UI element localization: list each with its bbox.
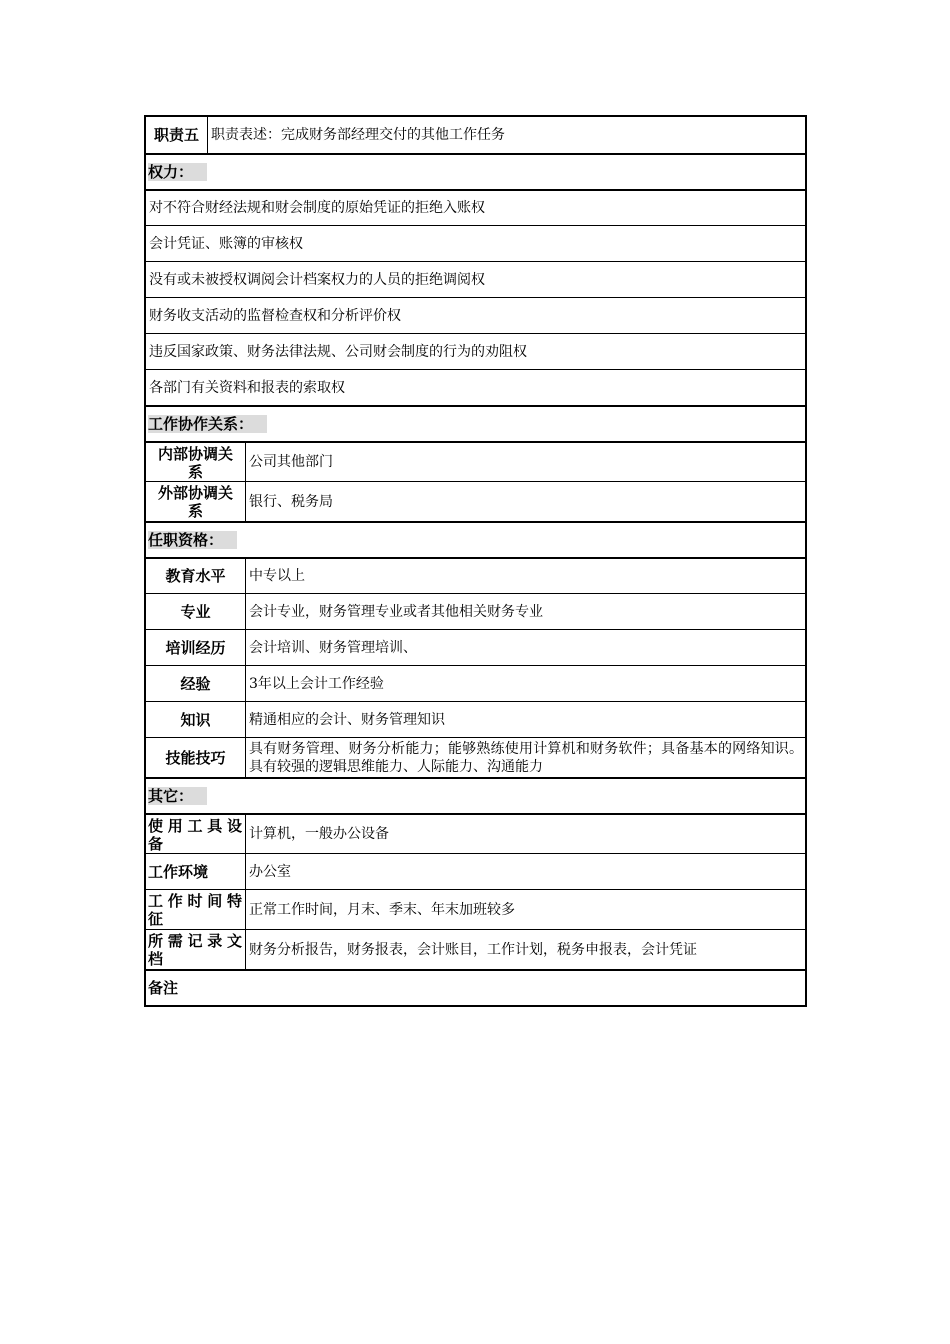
knowledge-row [146,701,805,737]
internal-relation-label: 内部协调关系 [146,443,246,481]
training-label: 培训经历 [146,630,246,665]
remarks-label: 备注 [148,979,179,997]
power-item [146,297,805,333]
duty5-row [146,117,805,153]
experience-row [146,665,805,701]
external-relation-label: 外部协调关系 [146,482,246,521]
qualifications-heading-text: 任职资格： [148,531,237,549]
docs-label: 所需记录文档 [146,930,246,969]
power-item [146,189,805,225]
powers-heading-text: 权力： [148,163,207,181]
internal-relation-row [146,441,805,481]
major-row [146,593,805,629]
duty5-label: 职责五 [146,117,208,153]
training-value: 会计培训、财务管理培训、 [249,639,417,656]
knowledge-label: 知识 [146,702,246,737]
power-item [146,261,805,297]
education-value: 中专以上 [249,568,305,584]
power-item-text: 财务收支活动的监督检查权和分析评价权 [149,307,401,324]
other-heading-row [146,777,805,813]
experience-label: 经验 [146,666,246,701]
powers-heading [146,155,207,189]
env-row [146,853,805,889]
skills-value: 具有财务管理、财务分析能力；能够熟练使用计算机和财务软件；具备基本的网络知识。具有较强的逻辑思维能力、人际能力、沟通能力 [249,741,803,775]
relations-heading-row [146,405,805,441]
skills-row [146,737,805,777]
power-item-text: 会计凭证、账簿的审核权 [149,235,303,252]
power-item [146,333,805,369]
training-row [146,629,805,665]
job-description-table [144,115,807,1007]
power-item [146,369,805,405]
power-item-text: 各部门有关资料和报表的索取权 [149,379,345,396]
qualifications-heading-row [146,521,805,557]
time-value: 正常工作时间，月末、季末、年末加班较多 [249,901,515,918]
powers-heading-row [146,153,805,189]
env-value: 办公室 [249,863,291,880]
experience-value: 3年以上会计工作经验 [249,675,384,692]
major-label: 专业 [146,594,246,629]
knowledge-value: 精通相应的会计、财务管理知识 [249,711,445,728]
docs-value: 财务分析报告，财务报表，会计账目，工作计划，税务申报表，会计凭证 [249,941,697,958]
relations-heading-text: 工作协作关系： [148,415,267,433]
tools-row [146,813,805,853]
other-heading-text: 其它： [148,787,207,805]
internal-relation-value: 公司其他部门 [249,454,333,470]
other-heading [146,779,207,813]
time-row [146,889,805,929]
docs-row [146,929,805,969]
env-label: 工作环境 [146,854,246,889]
qualifications-heading [146,523,237,557]
power-item-text: 违反国家政策、财务法律法规、公司财会制度的行为的劝阻权 [149,343,527,360]
skills-label: 技能技巧 [146,738,246,777]
major-value: 会计专业，财务管理专业或者其他相关财务专业 [249,603,543,620]
external-relation-value: 银行、税务局 [249,493,333,510]
relations-heading [146,407,267,441]
education-row [146,557,805,593]
external-relation-row [146,481,805,521]
education-label: 教育水平 [146,559,246,593]
tools-value: 计算机，一般办公设备 [249,826,389,842]
tools-label: 使用工具设备 [146,815,246,853]
power-item-text: 没有或未被授权调阅会计档案权力的人员的拒绝调阅权 [149,271,485,288]
duty5-text: 职责表述：完成财务部经理交付的其他工作任务 [211,127,505,143]
time-label: 工作时间特征 [146,890,246,929]
power-item [146,225,805,261]
remarks-row [146,969,805,1005]
power-item-text: 对不符合财经法规和财会制度的原始凭证的拒绝入账权 [149,200,485,216]
